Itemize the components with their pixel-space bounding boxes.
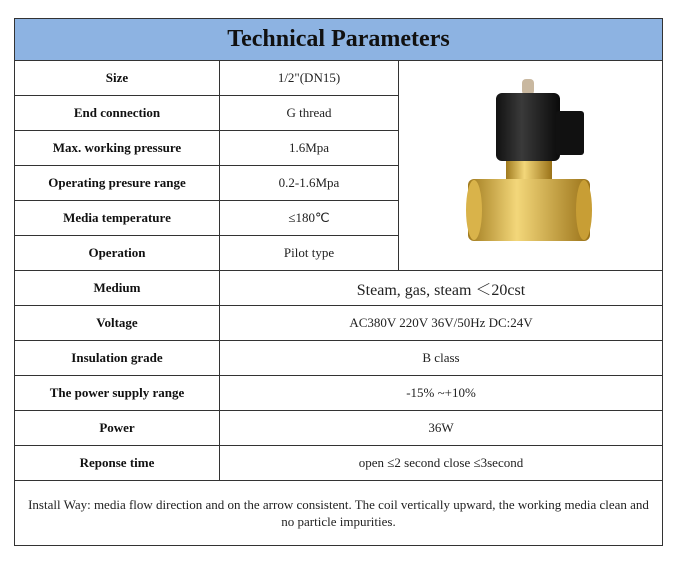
table-row <box>15 61 399 96</box>
table-title: Technical Parameters <box>15 19 662 61</box>
row-label: Insulation grade <box>15 341 220 375</box>
row-label: Reponse time <box>15 446 220 480</box>
table-row <box>15 341 662 376</box>
row-label: Operation <box>15 236 220 270</box>
row-value: 36W <box>428 420 454 435</box>
row-label: The power supply range <box>15 376 220 410</box>
row-value: B class <box>422 350 460 365</box>
row-label: Power <box>15 411 220 445</box>
row-label: End connection <box>15 96 220 130</box>
row-label: Voltage <box>15 306 220 340</box>
row-value: -15% ~+10% <box>406 385 476 400</box>
row-value: 1.6Mpa <box>220 131 399 165</box>
row-value: ≤180℃ <box>220 201 399 235</box>
row-value: Steam, gas, steam ＜20cst <box>356 281 526 299</box>
row-value: 0.2-1.6Mpa <box>220 166 399 200</box>
row-value: 1/2"(DN15) <box>220 61 399 95</box>
table-row <box>15 166 399 201</box>
row-value: G thread <box>220 96 399 130</box>
row-label: Medium <box>15 271 220 305</box>
row-label: Size <box>15 61 220 95</box>
install-note: Install Way: media flow direction and on the arrow consistent. The coil vertically upward, the working media clean and no particle impurities. <box>28 497 649 529</box>
table-row <box>15 131 399 166</box>
row-label: Operating presure range <box>15 166 220 200</box>
table-row <box>15 236 399 271</box>
table-row <box>15 411 662 446</box>
table-row <box>15 271 662 306</box>
solenoid-valve-image <box>399 61 662 271</box>
row-value: open ≤2 second close ≤3second <box>358 455 524 470</box>
table-row <box>15 201 399 236</box>
table-row <box>15 306 662 341</box>
table-row <box>15 376 662 411</box>
table-row <box>15 96 399 131</box>
row-value: Pilot type <box>220 236 399 270</box>
table-row <box>15 446 662 481</box>
row-label: Media temperature <box>15 201 220 235</box>
row-value: AC380V 220V 36V/50Hz DC:24V <box>349 315 533 330</box>
row-label: Max. working pressure <box>15 131 220 165</box>
technical-parameters-table <box>14 18 663 546</box>
